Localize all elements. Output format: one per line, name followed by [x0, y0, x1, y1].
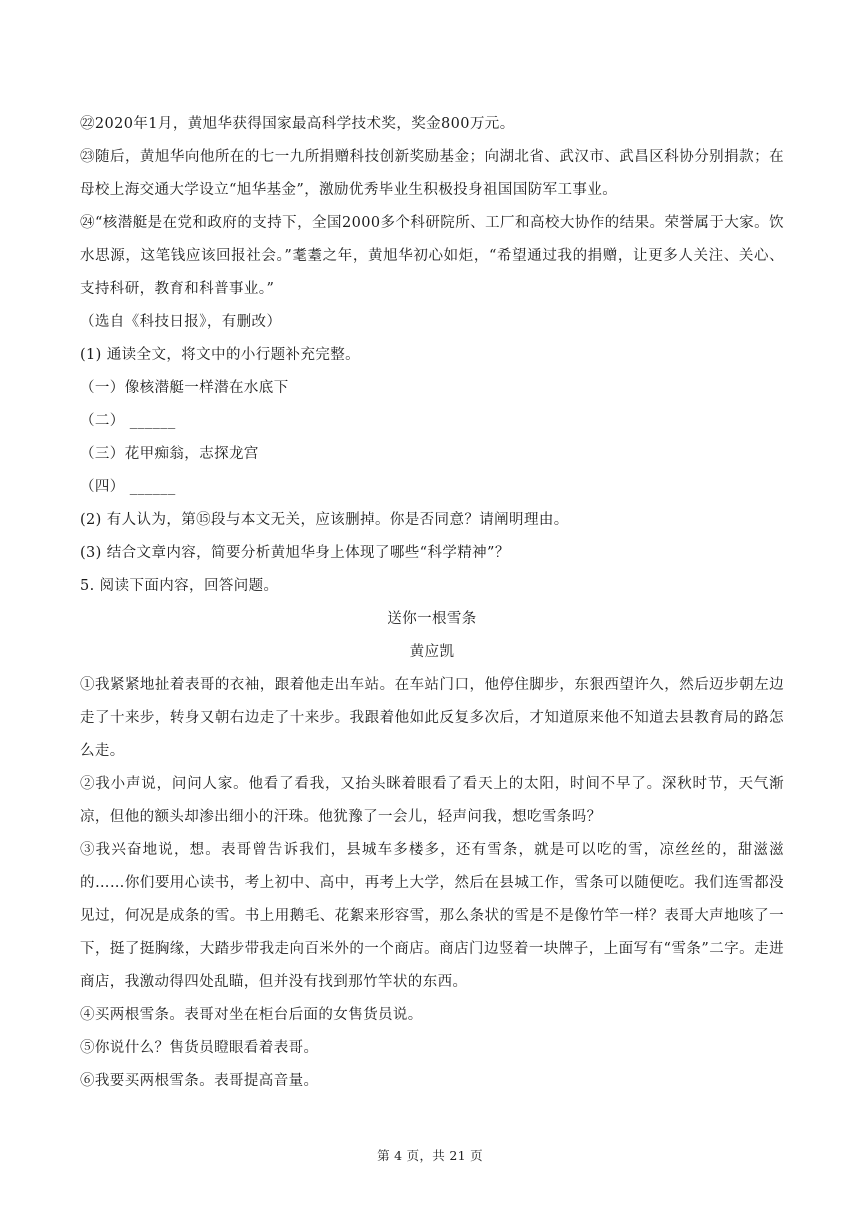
source-note: （选自《科技日报》，有删改） [80, 314, 282, 330]
subheading-4-blank: （四） ______ [80, 479, 176, 495]
story-paragraph-6: ⑥我要买两根雪条。表哥提高音量。 [80, 1073, 319, 1089]
page-content [80, 108, 784, 1098]
paragraph-24: ㉔“核潜艇是在党和政府的支持下，全国2000多个科研院所、工厂和高校大协作的结果。荣誉属于大家。饮水思源，这笔钱应该回报社会。”耄耋之年，黄旭华初心如炬，“希望通过我的捐赠，让更多人关注、关心、支持科研，教育和科普事业。” [80, 215, 784, 297]
subheading-2-blank: （二） ______ [80, 413, 176, 429]
section-5-heading: 5. 阅读下面内容，回答问题。 [80, 578, 279, 594]
story-paragraph-1: ①我紧紧地扯着表哥的衣袖，跟着他走出车站。在车站门口，他停住脚步，东狠西望许久，然后迈步朝左边走了十来步，转身又朝右边走了十来步。我跟着他如此反复多次后，才知道原来他不知道去县教育局的路怎么走。 [80, 677, 784, 759]
story-paragraph-4: ④买两根雪条。表哥对坐在柜台后面的女售货员说。 [80, 1007, 423, 1023]
story-title: 送你一根雪条 [387, 611, 477, 627]
paragraph-23: ㉓随后，黄旭华向他所在的七一九所捐赠科技创新奖励基金；向湖北省、武汉市、武昌区科协分别捐款；在母校上海交通大学设立“旭华基金”，激励优秀毕业生积极投身祖国国防军工事业。 [80, 149, 784, 198]
story-paragraph-3: ③我兴奋地说，想。表哥曾告诉我们，县城车多楼多，还有雪条，就是可以吃的雪，凉丝丝的，甜滋滋的……你们要用心读书，考上初中、高中，再考上大学，然后在县城工作，雪条可以随便吃。我们连雪都没见过，何况是成条的雪。书上用鹅毛、花絮来形容雪，那么条状的雪是不是像竹竿一样？表哥大声地咳了一下，挺了挺胸缘，大踏步带我走向百米外的一个商店。商店门边竖着一块牌子，上面写有“雪条”二字。走进商店，我激动得四处乱瞄，但并没有找到那竹竿状的东西。 [80, 842, 784, 990]
question-2: (2) 有人认为，第⑮段与本文无关，应该删掉。你是否同意？请阐明理由。 [80, 512, 569, 528]
subheading-3: （三）花甲痴翁，志探龙宫 [80, 446, 259, 462]
page-footer: 第 4 页，共 21 页 [377, 1148, 483, 1163]
subheading-1: （一）像核潜艇一样潜在水底下 [80, 380, 289, 396]
question-3: (3) 结合文章内容，简要分析黄旭华身上体现了哪些“科学精神”？ [80, 545, 510, 561]
question-1: (1) 通读全文，将文中的小行题补充完整。 [80, 347, 361, 363]
story-paragraph-2: ②我小声说，问问人家。他看了看我，又抬头眯着眼看了看天上的太阳，时间不早了。深秋时节，天气渐凉，但他的额头却渗出细小的汗珠。他犹豫了一会儿，轻声问我，想吃雪条吗？ [80, 776, 784, 825]
story-author: 黄应凯 [409, 644, 455, 660]
story-paragraph-5: ⑤你说什么？售货员瞪眼看着表哥。 [80, 1040, 319, 1056]
paragraph-22: ㉒2020年1月，黄旭华获得国家最高科学技术奖，奖金800万元。 [80, 116, 515, 132]
